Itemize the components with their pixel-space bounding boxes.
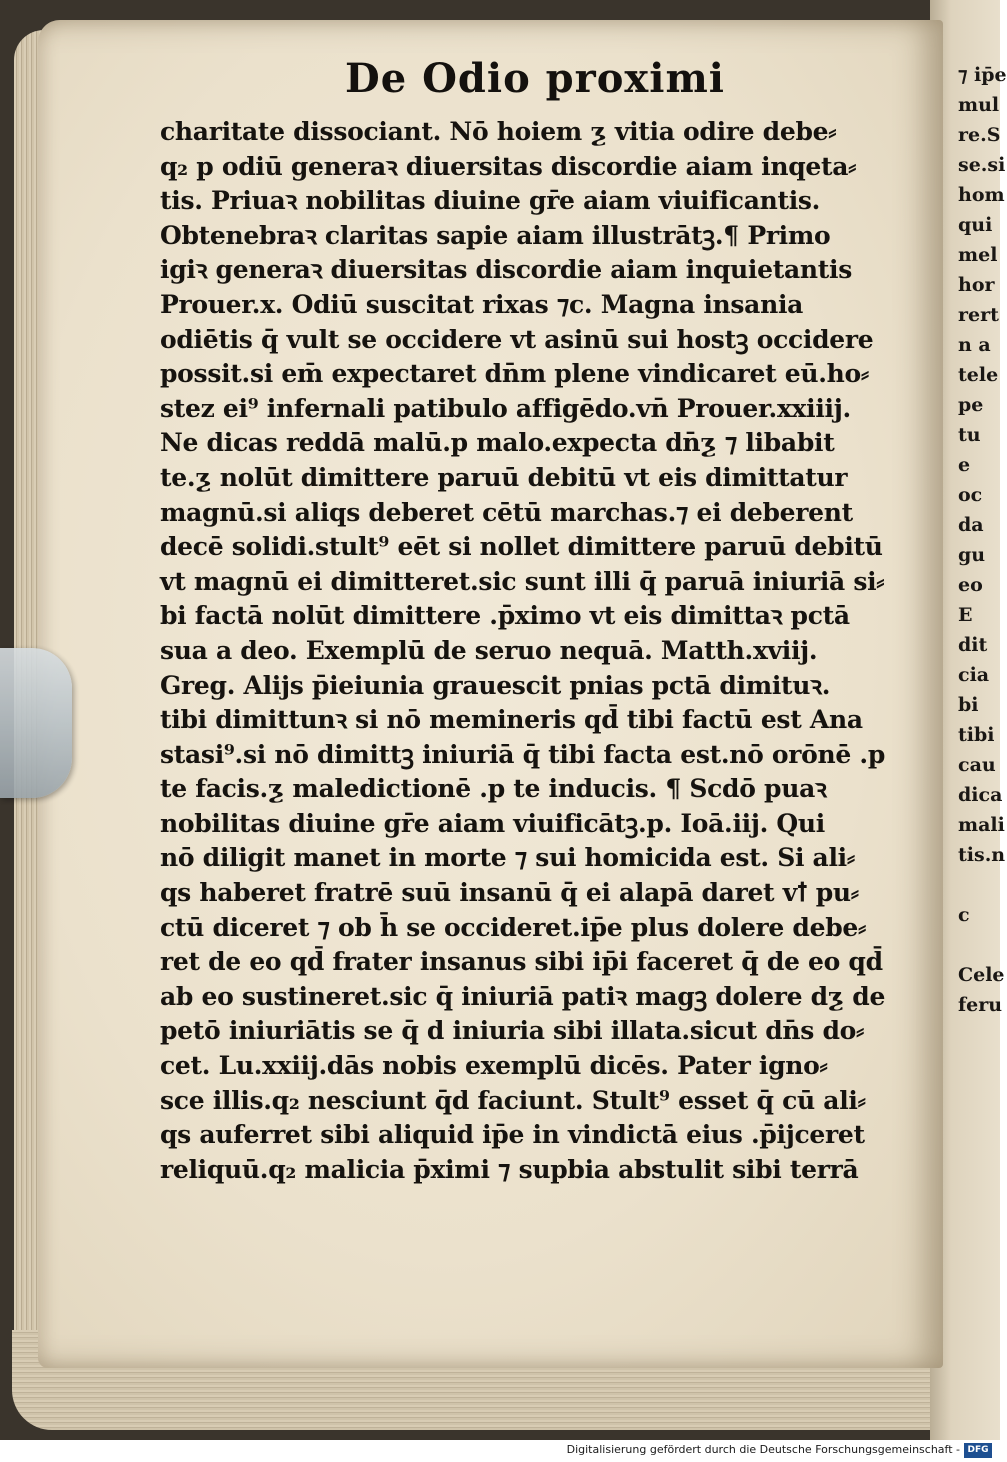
text-line: vt magnū ei dimitteret.sic sunt illi q̄ paruā iniuriā si⸗	[160, 566, 885, 596]
text-line: sce illis.q₂ nesciunt q̄d faciunt. Stult⁹ esset q̄ cū ali⸗	[160, 1085, 866, 1115]
text-line: stasi⁹.si nō dimittꝫ iniuriā q̄ tibi facta est.nō orōnē .p	[160, 739, 886, 769]
text-line: nō diligit manet in morte ⁊ sui homicida est. Si ali⸗	[160, 843, 855, 873]
text-line: magnū.si aliqs deberet cētū marchas.⁊ ei deberent	[160, 497, 853, 527]
text-line: igiꝛ generaꝛ diuersitas discordie aiam inquietantis	[160, 255, 852, 285]
facing-page-text-fragment: ⁊ ip̄e mul re.S se.si hom qui mel hor rert n a tele pe tu e oc da gu eo E dit cia bi tibi cau dica mali tis.n c Cele feru	[958, 64, 1007, 1016]
text-block	[160, 115, 886, 1184]
text-line: possit.si em̄ expectaret dn̄m plene vindicaret eū.ho⸗	[160, 359, 869, 389]
text-line: te.ƺ nolūt dimittere paruū debitū vt eis dimittatur	[160, 462, 848, 492]
text-line: decē solidi.stult⁹ eēt si nollet dimittere paruū debitū	[160, 532, 883, 562]
text-line: tibi dimittunꝛ si nō memineris qd̄ tibi factū est Ana	[160, 705, 863, 735]
footer-bar	[0, 1440, 1000, 1462]
text-line: reliquū.q₂ malicia p̄ximi ⁊ supbia abstulit sibi terrā	[160, 1154, 859, 1184]
text-line: ab eo sustineret.sic q̄ iniuriā patiꝛ magꝫ dolere dƺ de	[160, 981, 886, 1011]
text-line: Prouer.x. Odiū suscitat rixas ⁊c. Magna insania	[160, 289, 804, 319]
text-line: bi factā nolūt dimittere .p̄ximo vt eis dimittaꝛ pctā	[160, 601, 850, 631]
funding-credit: Digitalisierung gefördert durch die Deutsche Forschungsgemeinschaft -	[566, 1443, 960, 1456]
text-line: te facis.ƺ maledictionē .p te inducis. ¶ Scdō puaꝛ	[160, 774, 827, 804]
text-line: ret de eo qd̄ frater insanus sibi ip̄i faceret q̄ de eo qd̄	[160, 947, 883, 977]
dfg-logo: DFG	[964, 1443, 992, 1458]
text-line: stez ei⁹ infernali patibulo affigēdo.vn̄ Prouer.xxiiij.	[160, 393, 851, 423]
text-line: nobilitas diuine gr̄e aiam viuificātꝫ.p. Ioā.iij. Qui	[160, 808, 825, 838]
text-line: Obtenebraꝛ claritas sapie aiam illustrātꝫ.¶ Primo	[160, 220, 831, 250]
text-line: qs haberet fratrē suū insanū q̄ ei alapā daret vꝉ pu⸗	[160, 878, 859, 908]
text-line: petō iniuriātis se q̄ d iniuria sibi illata.sicut dn̄s do⸗	[160, 1016, 865, 1046]
running-head: De Odio proximi	[345, 55, 725, 102]
text-line: odiētis q̄ vult se occidere vt asinū sui hostꝫ occidere	[160, 324, 874, 354]
text-line: Greg. Alijs p̄ieiunia grauescit pnias pctā dimituꝛ.	[160, 670, 831, 700]
page-clip	[0, 648, 72, 798]
text-line: qs auferret sibi aliquid ip̄e in vindictā eius .p̄ijceret	[160, 1120, 865, 1150]
text-line: cet. Lu.xxiij.dās nobis exemplū dicēs. Pater igno⸗	[160, 1051, 828, 1081]
text-line: tis. Priuaꝛ nobilitas diuine gr̄e aiam viuificantis.	[160, 186, 821, 216]
text-line: Ne dicas reddā malū.p malo.expecta dn̄ƺ ⁊ libabit	[160, 428, 835, 458]
text-line: ctū diceret ⁊ ob h̄ se occideret.ip̄e plus dolere debe⸗	[160, 912, 867, 942]
text-line: charitate dissociant. Nō hoiem ƺ vitia odire debe⸗	[160, 117, 837, 146]
text-line: q₂ p odiū generaꝛ diuersitas discordie aiam inqeta⸗	[160, 151, 857, 181]
text-line: sua a deo. Exemplū de seruo nequā. Matth.xviij.	[160, 635, 818, 665]
